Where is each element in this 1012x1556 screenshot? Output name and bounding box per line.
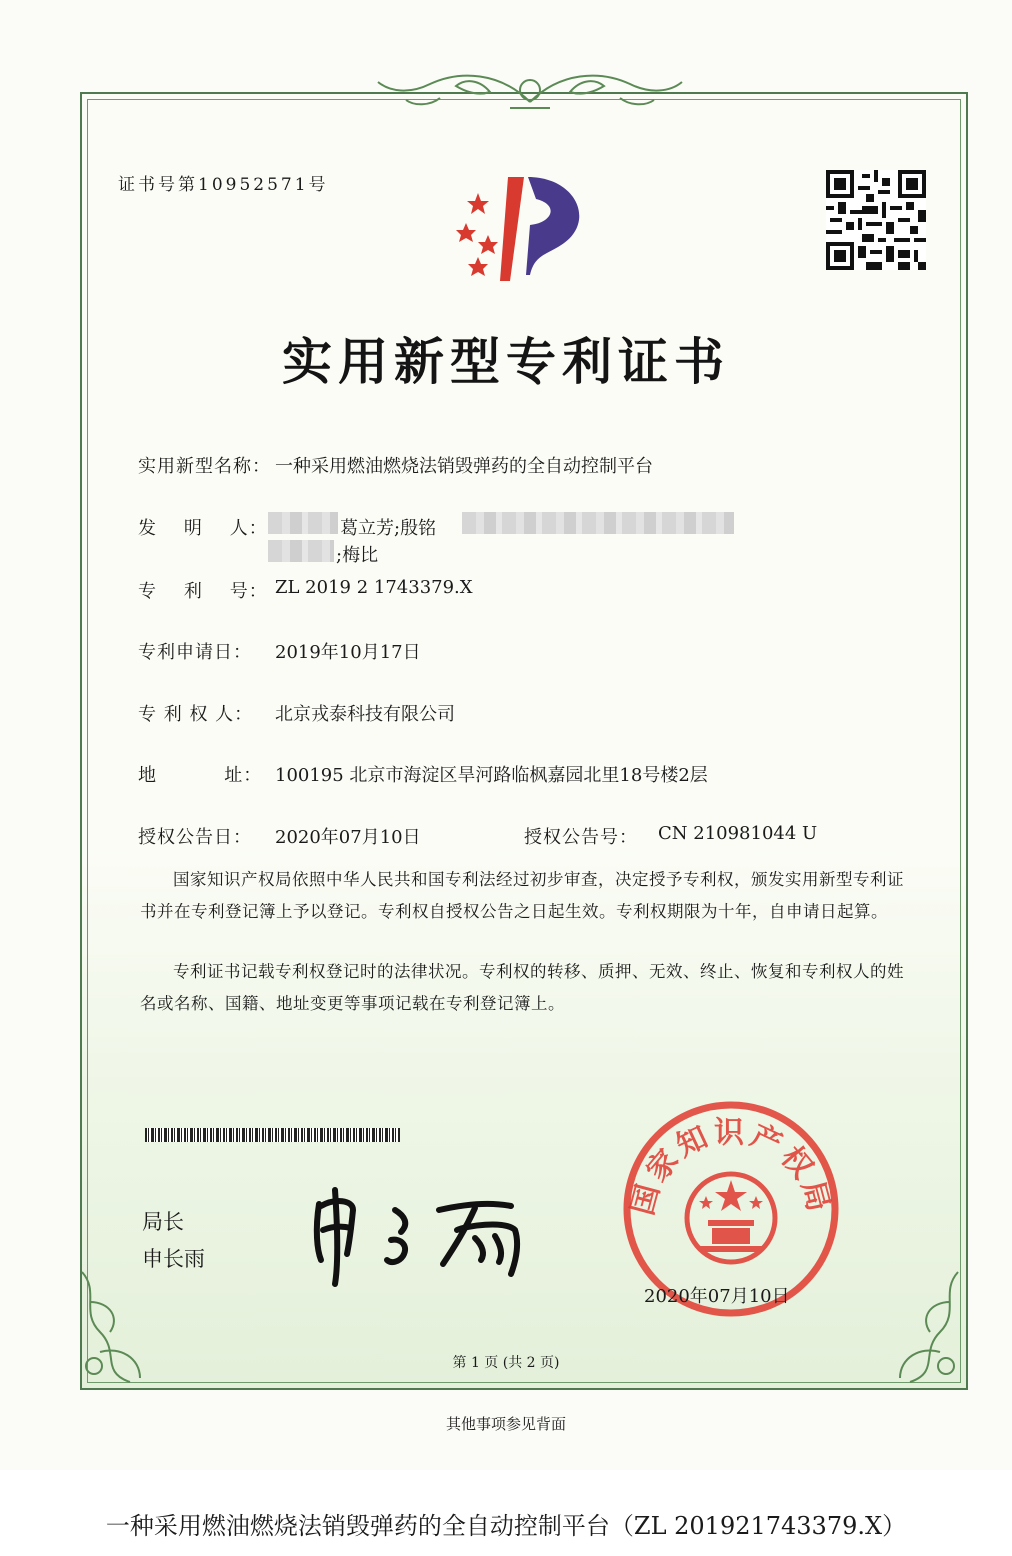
patent-number-value: ZL 2019 2 1743379.X	[275, 577, 473, 598]
director-title: 局长	[142, 1210, 184, 1234]
back-note: 其他事项参见背面	[445, 1415, 566, 1433]
address-label: 地 址：	[138, 765, 263, 786]
patentee-value: 北京戎泰科技有限公司	[275, 704, 455, 725]
inventor-label: 发 明 人：	[138, 518, 268, 539]
seal-date: 2020年07月10日	[644, 1286, 790, 1307]
statement-paragraph-2: 专利证书记载专利权登记时的法律状况。专利权的转移、质押、无效、终止、恢复和专利权人的姓名或名称、国籍、地址变更等事项记载在专利登记簿上。	[140, 962, 904, 1013]
image-caption: 一种采用燃油燃烧法销毁弹药的全自动控制平台（ZL 201921743379.X）	[105, 1512, 907, 1540]
barcode-icon	[145, 1128, 400, 1142]
address-value: 100195 北京市海淀区旱河路临枫嘉园北里18号楼2层	[275, 765, 708, 786]
grant-date-value: 2020年07月10日	[275, 827, 421, 848]
redacted-inventor	[462, 512, 734, 534]
inventor-value-line-1: 葛立芳;殷铭	[340, 518, 437, 539]
director-signature	[305, 1180, 530, 1290]
patent-number-label: 专 利 号：	[138, 581, 268, 602]
redacted-inventor	[268, 540, 334, 562]
utility-model-name-label: 实用新型名称：	[138, 456, 271, 477]
statement-paragraph-1: 国家知识产权局依照中华人民共和国专利法经过初步审查，决定授予专利权，颁发实用新型专利证书并在专利登记簿上予以登记。专利权自授权公告之日起生效。专利权期限为十年，自申请日起算。	[140, 870, 904, 921]
patentee-label: 专 利 权 人：	[138, 704, 254, 725]
ornament-icon	[860, 1262, 970, 1392]
filing-date-label: 专利申请日：	[138, 642, 252, 663]
filing-date-value: 2019年10月17日	[275, 642, 421, 663]
qr-code-icon	[826, 170, 926, 270]
page-number: 第 1 页 (共 2 页)	[452, 1355, 560, 1371]
utility-model-name-value: 一种采用燃油燃烧法销毁弹药的全自动控制平台	[275, 456, 653, 477]
certificate-title: 实用新型专利证书	[282, 333, 730, 391]
svg-text:国家知识产权局: 国家知识产权局	[625, 1115, 837, 1219]
ornament-icon	[370, 62, 690, 122]
ornament-icon	[70, 1262, 180, 1392]
director-name: 申长雨	[142, 1247, 205, 1271]
grant-number-label: 授权公告号：	[524, 827, 638, 848]
patent-office-logo-icon	[448, 165, 608, 285]
grant-number-value: CN 210981044 U	[658, 823, 818, 844]
redacted-inventor	[268, 512, 338, 534]
certificate-number: 证书号第10952571号	[118, 175, 329, 195]
grant-date-label: 授权公告日：	[138, 827, 252, 848]
inventor-value-line-2: ;梅比	[336, 545, 379, 566]
